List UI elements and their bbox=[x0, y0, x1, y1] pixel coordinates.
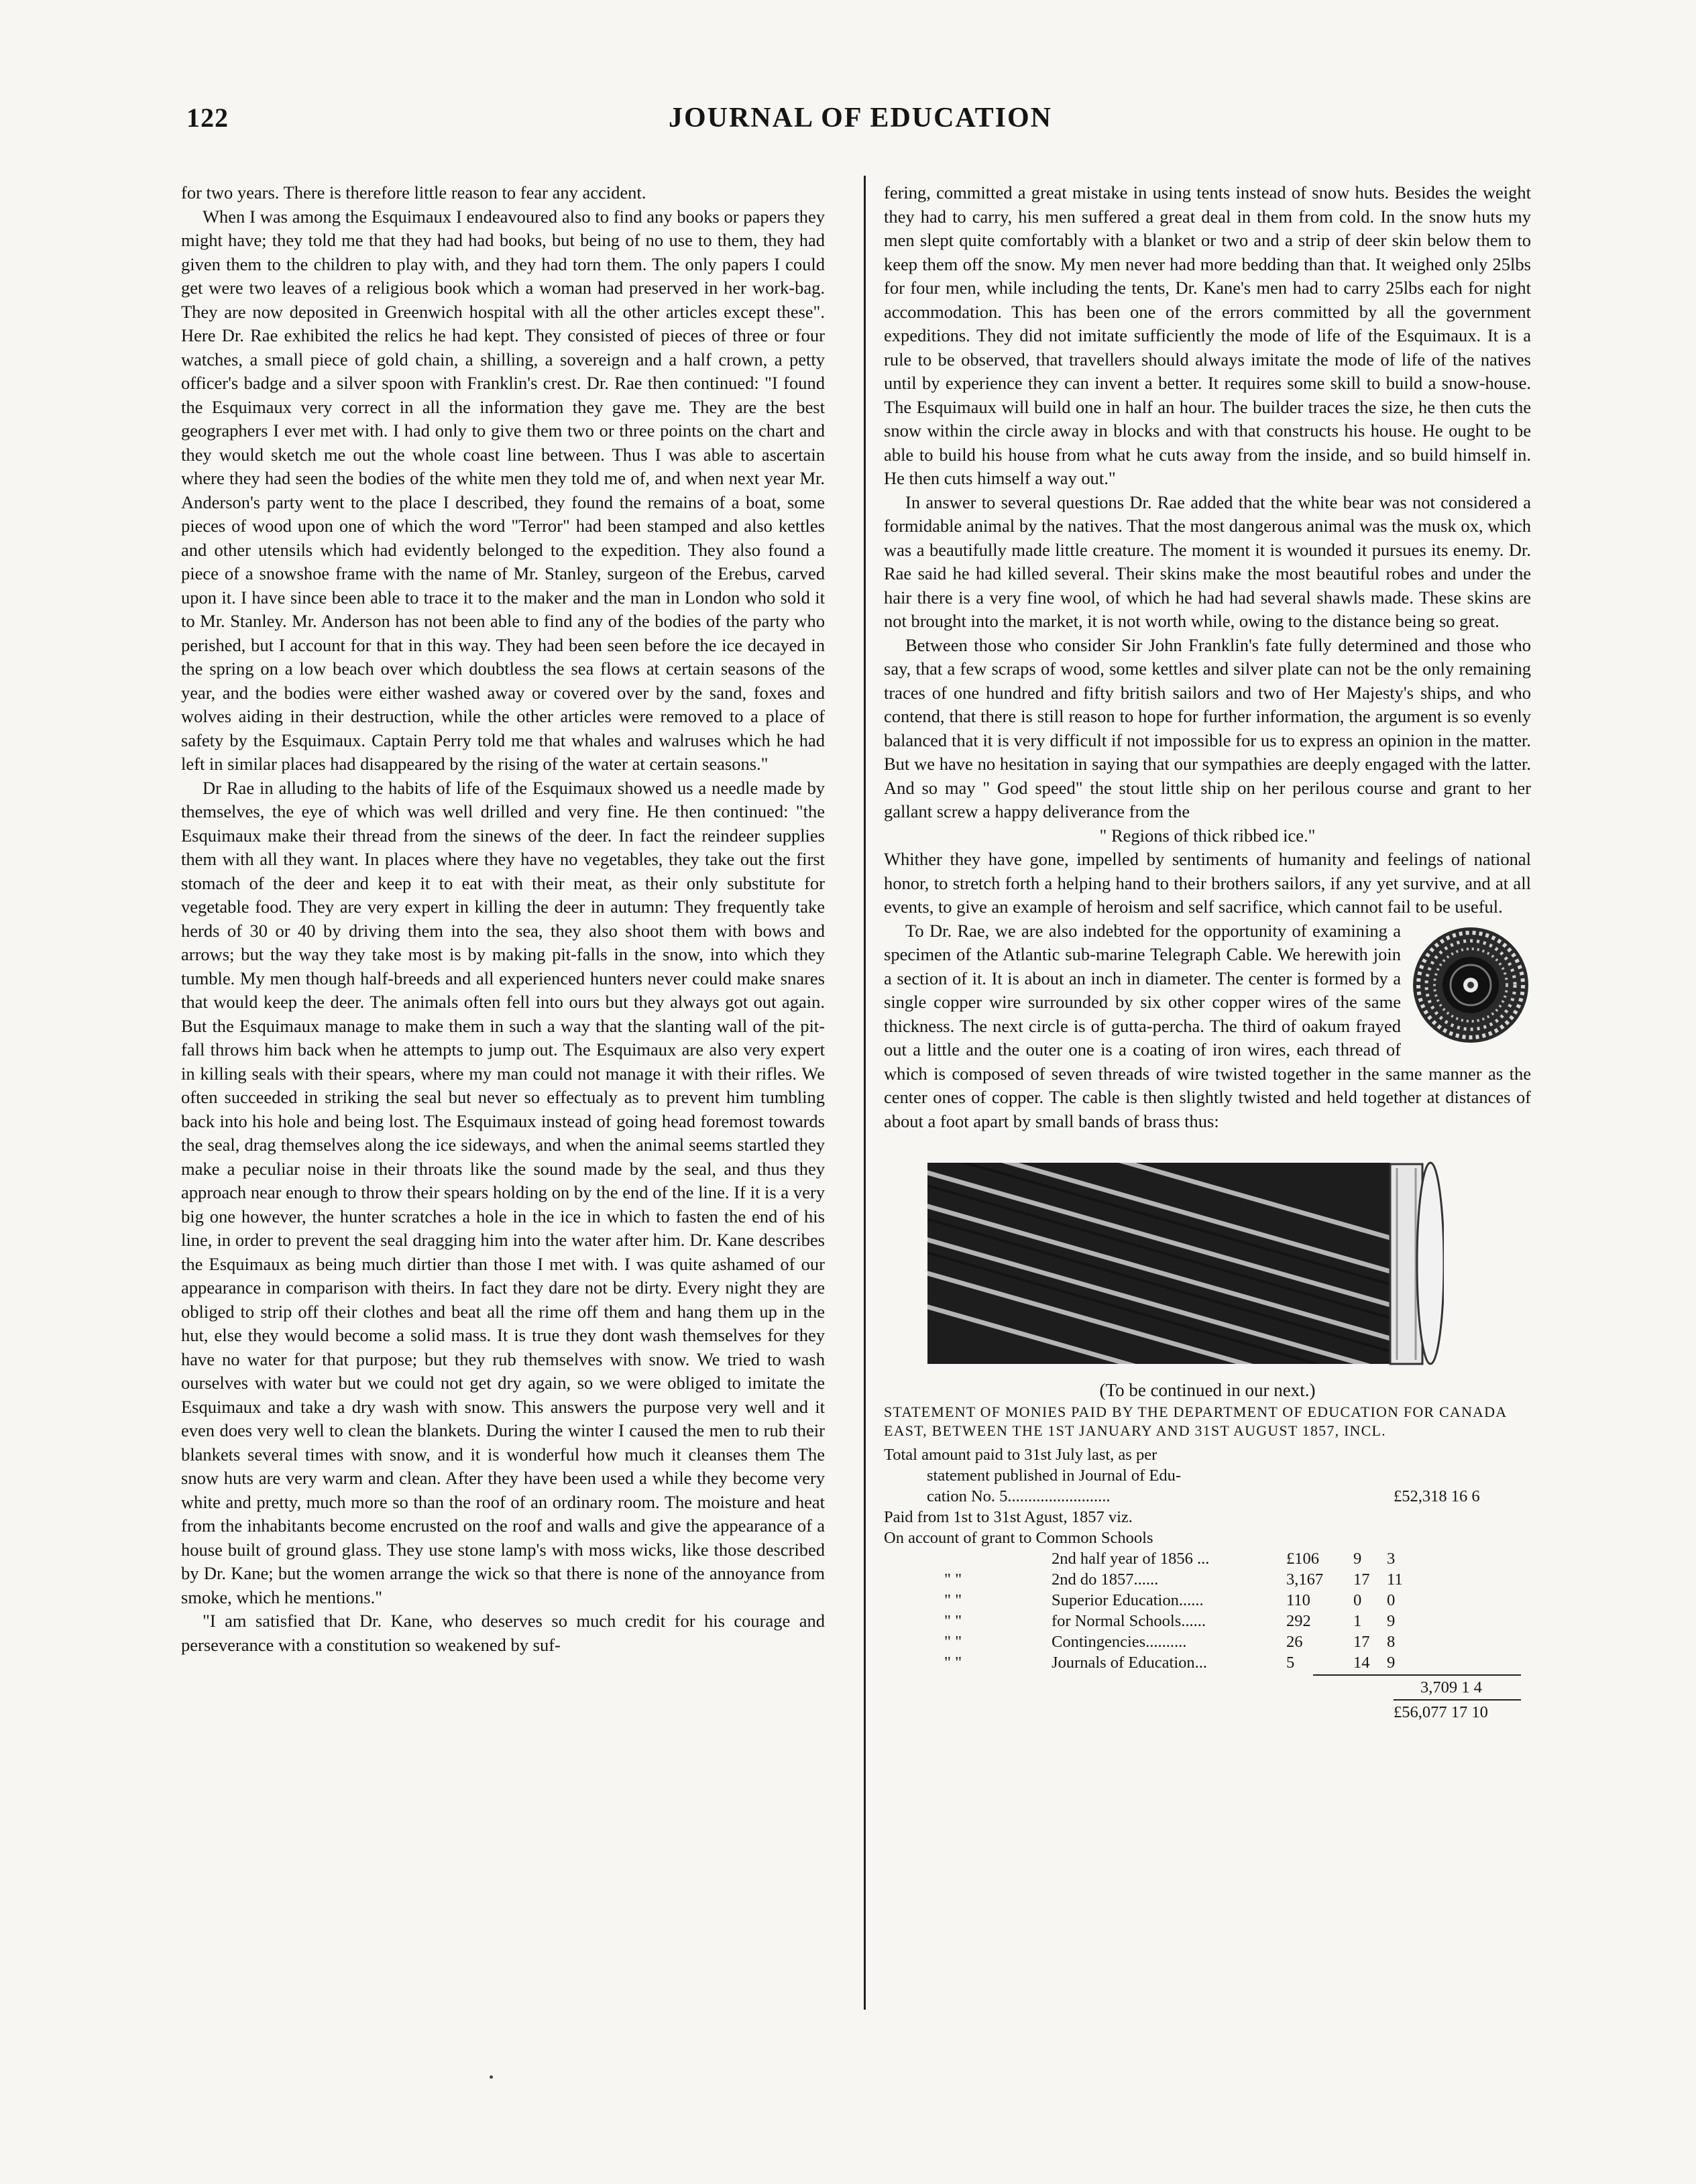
row-pence: 0 bbox=[1387, 1591, 1396, 1609]
row-pounds: 110 bbox=[1286, 1591, 1310, 1609]
stray-mark bbox=[490, 2075, 493, 2079]
ditto-mark: " " bbox=[944, 1653, 962, 1672]
row-pounds: £106 bbox=[1286, 1549, 1319, 1568]
row-shillings: 17 bbox=[1353, 1570, 1370, 1589]
total-rule bbox=[1394, 1699, 1521, 1701]
paragraph: for two years. There is therefore little reason to fear any accident. bbox=[181, 182, 646, 203]
grand-total: £56,077 17 10 bbox=[1394, 1703, 1488, 1721]
paragraph: When I was among the Esquimaux I endeavoured also to find any books or papers they might have; they told me that they had had books, but being of no use to them, they had given them to the children to play with, and they had torn them. The only papers I could get were two leaves of a religious book which a woman had preserved in her work-bag. They are now deposited in Greenwich hospital with all the other articles except these". Here Dr. Rae exhibited the relics he had kept. They consisted of pieces of three or four watches, a small piece of gold chain, a shilling, a sovereign and a half crown, a petty officer's badge and a silver spoon with Franklin's crest. Dr. Rae then continued: "I found the Esquimaux very correct in all the information they gave me. They are the best geographers I ever met with. I had only to give them two or three points on the chart and they would sketch me out the whole coast line between. Thus I was able to ascertain where they had seen the bodies of the white men they told me of, and when next year Mr. Anderson's party went to the place I described, they found the remains of a boat, some pieces of wood upon one of which the word "Terror" had been stamped and also kettles and other utensils which had evidently belonged to the expedition. They also found a piece of a snowshoe frame with the name of Mr. Stanley, surgeon of the Erebus, carved upon it. I have since been able to trace it to the maker and the man in London who sold it to Mr. Stanley. Mr. Anderson has not been able to find any of the bodies of the party who perished, but I account for that in this way. They had been seen before the ice decayed in the spring on a low beach over which doubtless the sea flows at certain seasons of the year, and the bodies were either washed away or covered over by the sand, foxes and wolves aiding in their destruction, while the other articles were removed to a place of safety by the Esquimaux. Captain Perry told me that whales and walruses which he had left in similar places had disappeared by the rising of the water at certain seasons." bbox=[181, 206, 825, 774]
statement-rows bbox=[884, 1548, 1531, 1673]
paragraph: "I am satisfied that Dr. Kane, who deserves so much credit for his courage and perseverance with a constitution so weakened by suf- bbox=[181, 1611, 825, 1655]
cable-side-view-illustration bbox=[927, 1151, 1444, 1379]
subtotal-rule bbox=[1313, 1674, 1521, 1676]
row-label: Contingencies.......... bbox=[1052, 1632, 1187, 1651]
right-column bbox=[884, 181, 1531, 2022]
cable-section-block bbox=[884, 919, 1531, 1134]
financial-statement bbox=[884, 1444, 1531, 1723]
grant-label: On account of grant to Common Schools bbox=[884, 1528, 1153, 1547]
statement-row bbox=[884, 1631, 1531, 1652]
paragraph: fering, committed a great mistake in using tents instead of snow huts. Besides the weight they had to carry, his men suffered a great deal in them from cold. In the snow huts my men slept quite comfortably with a blanket or two and a strip of deer skin below them to keep them off the snow. My men never had more bedding than that. It weighed only 25lbs for four men, while including the tents, Dr. Kane's men had to carry 25lbs each for night accommodation. This has been one of the errors committed by all the government expeditions. They did not imitate sufficiently the mode of life of the Esquimaux. It is a rule to be observed, that travellers should always imitate the mode of life of the natives until by experience they can invent a better. It requires some skill to build a snow-house. The Esquimaux will build one in half an hour. The builder traces the size, he then cuts the snow within the circle away in blocks and with that constructs his house. He ought to be able to build his house from what he cuts away from the inside, and so build himself in. He then cuts himself a way out." bbox=[884, 182, 1531, 488]
row-pounds: 292 bbox=[1286, 1611, 1311, 1630]
row-pence: 11 bbox=[1387, 1570, 1403, 1589]
row-label: Superior Education...... bbox=[1052, 1591, 1204, 1609]
ditto-mark: " " bbox=[944, 1632, 962, 1651]
total-amount: £52,318 16 6 bbox=[1394, 1487, 1480, 1505]
row-pence: 8 bbox=[1387, 1632, 1396, 1651]
statement-row bbox=[884, 1590, 1531, 1611]
total-label-line-3: cation No. 5......................... bbox=[927, 1487, 1111, 1505]
subtotal-amount: 3,709 1 4 bbox=[1420, 1678, 1482, 1697]
figure-caption: (To be continued in our next.) bbox=[1099, 1380, 1316, 1400]
ditto-mark: " " bbox=[944, 1570, 962, 1589]
ditto-mark: " " bbox=[944, 1611, 962, 1630]
row-shillings: 14 bbox=[1353, 1653, 1370, 1672]
cable-cross-section-illustration bbox=[1410, 925, 1531, 1045]
statement-heading: STATEMENT OF MONIES PAID BY THE DEPARTMENT OF EDUCATION FOR CANADA EAST, BETWEEN THE 1ST JANUARY AND 31ST AUGUST 1857, INCL. bbox=[884, 1403, 1507, 1439]
row-label: 2nd do 1857...... bbox=[1052, 1570, 1159, 1589]
statement-row bbox=[884, 1652, 1531, 1673]
row-shillings: 1 bbox=[1353, 1611, 1362, 1630]
total-label-line-1: Total amount paid to 31st July last, as per bbox=[884, 1445, 1157, 1464]
row-label: Journals of Education... bbox=[1052, 1653, 1208, 1672]
row-pounds: 3,167 bbox=[1286, 1570, 1324, 1589]
left-column bbox=[181, 181, 825, 2022]
statement-row bbox=[884, 1569, 1531, 1590]
paragraph: To Dr. Rae, we are also indebted for the opportunity of examining a specimen of the Atlantic sub-marine Telegraph Cable. We herewith join a section of it. It is about an inch in diameter. The center is formed by a single copper wire surrounded by six other copper wires of the same thickness. The next circle is of gutta-percha. The third of oakum frayed out a little and the outer one is a coating of iron wires, each thread of which is composed of seven threads of wire twisted together in the same manner as the center ones of copper. The cable is then slightly twisted and held together at distances of about a foot apart by small bands of brass thus: bbox=[884, 920, 1531, 1131]
total-label-line-2: statement published in Journal of Edu- bbox=[927, 1466, 1181, 1485]
row-pence: 9 bbox=[1387, 1611, 1396, 1630]
statement-row bbox=[884, 1611, 1531, 1631]
journal-title: JOURNAL OF EDUCATION bbox=[668, 103, 1053, 133]
paragraph: In answer to several questions Dr. Rae added that the white bear was not considered a formidable animal by the natives. That the most dangerous animal was the musk ox, which was a beautifully made little creature. The moment it is wounded it pursues its enemy. Dr. Rae said he had killed several. Their skins make the most beautiful robes and under the hair there is a very fine wool, of which he had had several shawls made. These skins are not brought into the market, it is not worth while, owing to the distance being so great. bbox=[884, 492, 1531, 631]
paragraph: Whither they have gone, impelled by sentiments of humanity and feelings of national honor, to stretch forth a helping hand to their brothers sailors, if any yet survive, and at all events, to give an example of heroism and self sacrifice, which cannot fail to be useful. bbox=[884, 849, 1531, 917]
row-shillings: 0 bbox=[1353, 1591, 1362, 1609]
statement-row bbox=[884, 1548, 1531, 1569]
paid-label: Paid from 1st to 31st Agust, 1857 viz. bbox=[884, 1507, 1133, 1526]
column-divider bbox=[864, 176, 866, 2010]
block-quote: " Regions of thick ribbed ice." bbox=[1099, 825, 1316, 846]
row-pence: 9 bbox=[1387, 1653, 1396, 1672]
row-label: for Normal Schools...... bbox=[1052, 1611, 1206, 1630]
row-pounds: 26 bbox=[1286, 1632, 1303, 1651]
row-pence: 3 bbox=[1387, 1549, 1396, 1568]
row-shillings: 9 bbox=[1353, 1549, 1362, 1568]
row-pounds: 5 bbox=[1286, 1653, 1295, 1672]
row-label: 2nd half year of 1856 ... bbox=[1052, 1549, 1210, 1568]
ditto-mark: " " bbox=[944, 1591, 962, 1609]
page-number: 122 bbox=[186, 103, 229, 133]
paragraph: Between those who consider Sir John Franklin's fate fully determined and those who say, that a few scraps of wood, some kettles and silver plate can not be the only remaining traces of one hundred and fifty british sailors and two of Her Majesty's ships, and who contend, that there is still reason to hope for further information, the argument is so evenly balanced that it is very difficult if not impossible for us to express an opinion in the matter. But we have no hesitation in saying that our sympathies are deeply engaged with the latter. And so may " God speed" the stout little ship on her perilous course and grant to her gallant screw a happy deliverance from the bbox=[884, 634, 1531, 821]
row-shillings: 17 bbox=[1353, 1632, 1370, 1651]
page-header bbox=[186, 102, 1534, 142]
paragraph: Dr Rae in alluding to the habits of life of the Esquimaux showed us a needle made by themselves, the eye of which was well drilled and very fine. He then continued: "the Esquimaux make their thread from the sinews of the deer. In fact the reindeer supplies them with all they want. In places where they have no vegetables, they take out the first stomach of the deer and keep it to eat with their meat, as their only substitute for vegetable food. They are very expert in killing the deer in autumn: They frequently take herds of 30 or 40 by driving them into the sea, they also shoot them with bows and arrows; but the way they take most is by making pit-falls in the snow, into which they tumble. My men though half-breeds and all experienced hunters never could make snares that would keep the deer. The animals often fell into ours but they always got out again. But the Esquimaux manage to make them in such a way that the slanting wall of the pit-fall throws him back when he attempts to jump out. The Esquimaux are also very expert in killing seals with their spears, where my man could not manage it with their rifles. We often succeeded in striking the seal but never so effectualy as to prevent him tumbling back into his hole and being lost. The Esquimaux instead of going head foremost towards the seal, drag themselves along the ice sideways, and when the animal seems startled they make a peculiar noise in their throats like the sound made by the seal, and thus they approach near enough to throw their spears holding on by the end of the line. If it is a very big one however, the hunter scratches a hole in the ice in which to fasten the end of his line, in order to prevent the seal dragging him into the water after him. Dr. Kane describes the Esquimaux as being much dirtier than those I met with. I was quite ashamed of our appearance in comparison with theirs. In fact they dare not be dirty. Every night they are obliged to strip off their clothes and beat all the rime off them and hang them up in the hut, else they would become a solid mass. It is true they dont wash themselves for they have no water for that purpose; but they rub themselves with snow. We tried to wash ourselves with water but we could not get dry again, so we were obliged to imitate the Esquimaux and take a dry wash with snow. This answers the purpose very well and it even does very well to clean the blankets. During the winter I caused the men to rub their blankets several times with snow, and it is wonderful how much it cleanses them The snow huts are very warm and clean. After they have been used a while they become very white and pretty, much more so than the roof of an ordinary room. The moisture and heat from the inhabitants become encrusted on the roof and walls and give the appearance of a house built of ground glass. They use stone lamp's with moss wicks, like those described by Dr. Kane; but the women arrange the wick so that there is none of the annoyance from smoke, which he mentions." bbox=[181, 777, 825, 1607]
